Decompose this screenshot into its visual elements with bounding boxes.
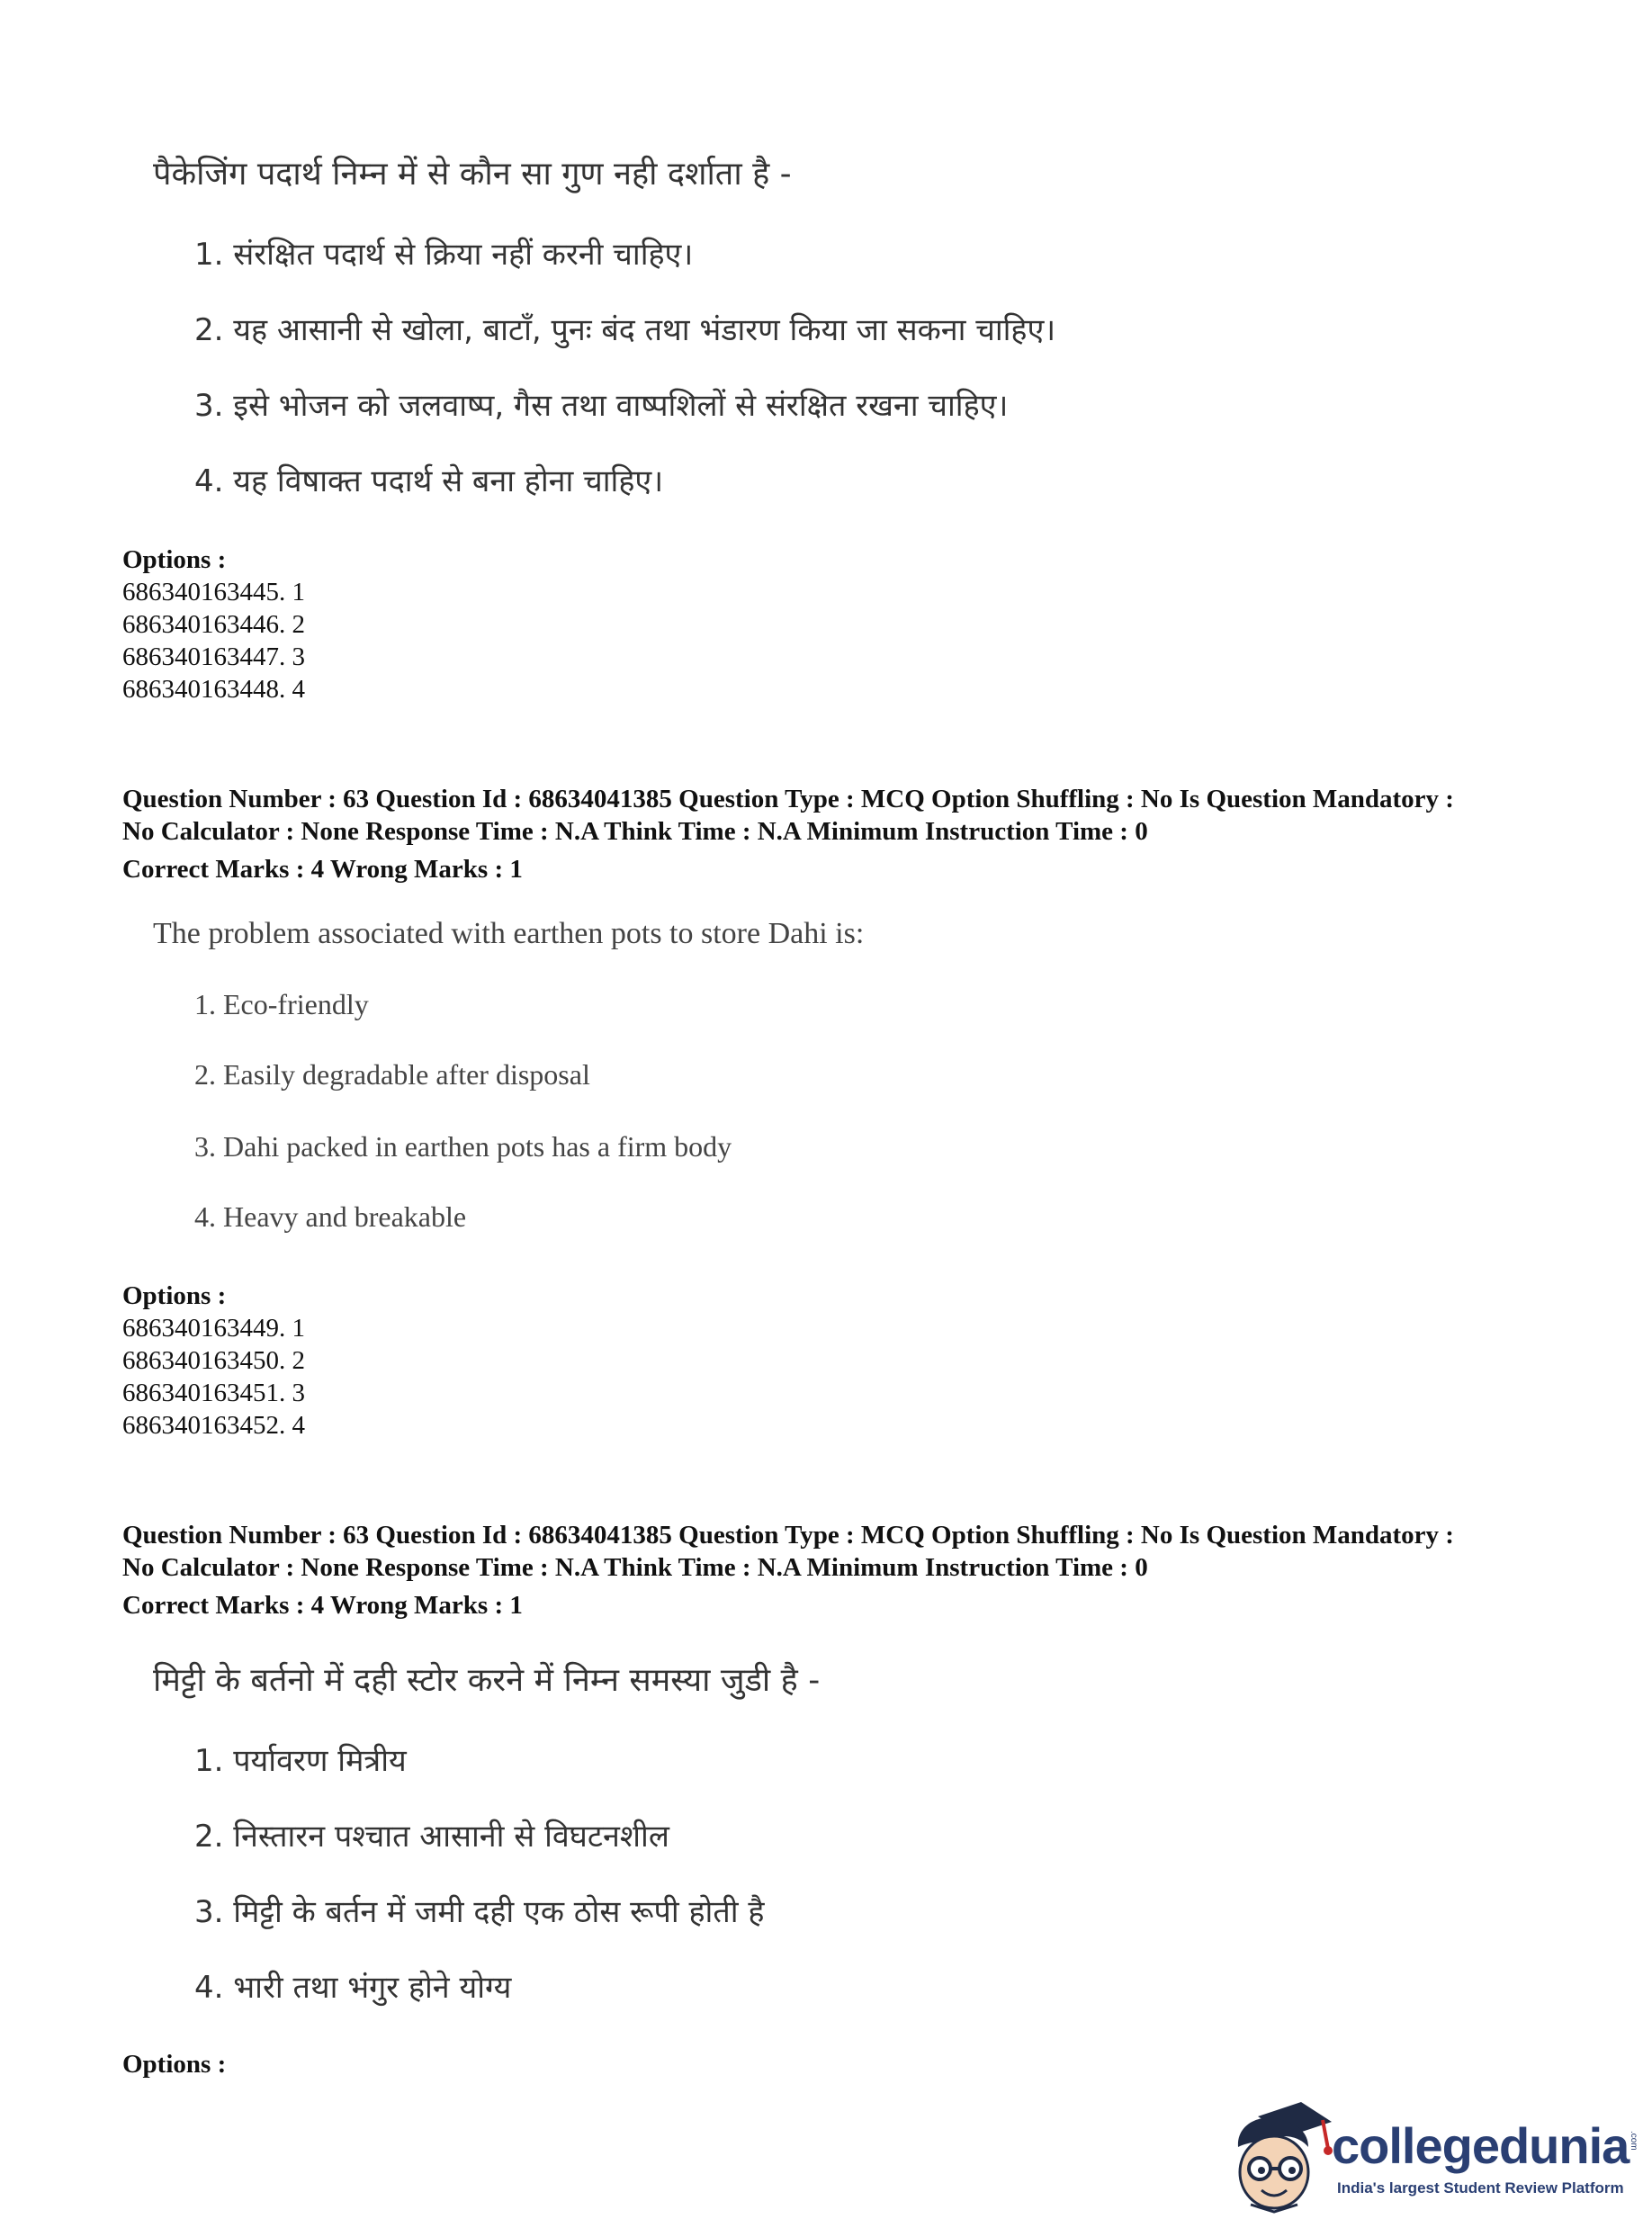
question-option: 2. निस्तारन पश्चात आसानी से विघटनशील bbox=[194, 1819, 669, 1855]
question-option: 4. Heavy and breakable bbox=[194, 1200, 467, 1233]
option-id: 686340163449. 1 bbox=[122, 1314, 305, 1343]
question-metadata bbox=[122, 783, 1562, 885]
metadata-line: Question Number : 63 Question Id : 68634041385 Question Type : MCQ Option Shuffling : No Is Question Mandatory : bbox=[122, 785, 1454, 813]
option-id: 686340163448. 4 bbox=[122, 675, 305, 704]
option-id: 686340163446. 2 bbox=[122, 610, 305, 639]
question-option: 1. पर्यावरण मित्रीय bbox=[194, 1743, 407, 1779]
question-stem: The problem associated with earthen pots to store Dahi is: bbox=[153, 917, 865, 950]
options-label: Options : bbox=[122, 545, 227, 574]
question-option: 2. Easily degradable after disposal bbox=[194, 1058, 590, 1091]
option-id: 686340163450. 2 bbox=[122, 1346, 305, 1375]
logo-wordmark: collegedunia bbox=[1332, 2117, 1630, 2174]
marks-line: Correct Marks : 4 Wrong Marks : 1 bbox=[122, 855, 523, 884]
logo-tagline: India's largest Student Review Platform bbox=[1337, 2179, 1624, 2197]
option-id: 686340163452. 4 bbox=[122, 1411, 305, 1440]
marks-line: Correct Marks : 4 Wrong Marks : 1 bbox=[122, 1591, 523, 1620]
collegedunia-logo bbox=[1222, 2097, 1639, 2214]
question-metadata bbox=[122, 1519, 1562, 1622]
options-list bbox=[122, 544, 1562, 705]
question-option: 3. मिट्टी के बर्तन में जमी दही एक ठोस रूपी होती है bbox=[194, 1894, 765, 1930]
logo-com: .com bbox=[1629, 2131, 1639, 2151]
question-option: 4. भारी तथा भंगुर होने योग्य bbox=[194, 1970, 512, 2006]
option-id: 686340163447. 3 bbox=[122, 642, 305, 671]
metadata-line: Question Number : 63 Question Id : 68634041385 Question Type : MCQ Option Shuffling : No Is Question Mandatory : bbox=[122, 1521, 1454, 1550]
question-option: 3. Dahi packed in earthen pots has a firm body bbox=[194, 1130, 732, 1163]
option-id: 686340163445. 1 bbox=[122, 578, 305, 606]
options-list bbox=[122, 1280, 1562, 1442]
question-option: 4. यह विषाक्त पदार्थ से बना होना चाहिए। bbox=[194, 463, 664, 499]
question-option: 2. यह आसानी से खोला, बाटाँ, पुनः बंद तथा भंडारण किया जा सकना चाहिए। bbox=[194, 312, 1056, 348]
question-stem: पैकेजिंग पदार्थ निम्न में से कौन सा गुण नही दर्शाता है - bbox=[153, 156, 792, 193]
options-list bbox=[122, 2048, 1562, 2080]
question-option: 3. इसे भोजन को जलवाष्प, गैस तथा वाष्पशिलों से संरक्षित रखना चाहिए। bbox=[194, 388, 1009, 424]
question-stem: मिट्टी के बर्तनो में दही स्टोर करने में निम्न समस्या जुडी है - bbox=[153, 1662, 821, 1699]
options-label: Options : bbox=[122, 2050, 227, 2079]
option-id: 686340163451. 3 bbox=[122, 1379, 305, 1407]
metadata-line: No Calculator : None Response Time : N.A Think Time : N.A Minimum Instruction Time : 0 bbox=[122, 1553, 1148, 1582]
mascot-face-icon bbox=[1222, 2097, 1339, 2214]
options-label: Options : bbox=[122, 1281, 227, 1310]
question-option: 1. संरक्षित पदार्थ से क्रिया नहीं करनी चाहिए। bbox=[194, 237, 694, 273]
question-option: 1. Eco-friendly bbox=[194, 988, 369, 1020]
metadata-line: No Calculator : None Response Time : N.A Think Time : N.A Minimum Instruction Time : 0 bbox=[122, 817, 1148, 846]
